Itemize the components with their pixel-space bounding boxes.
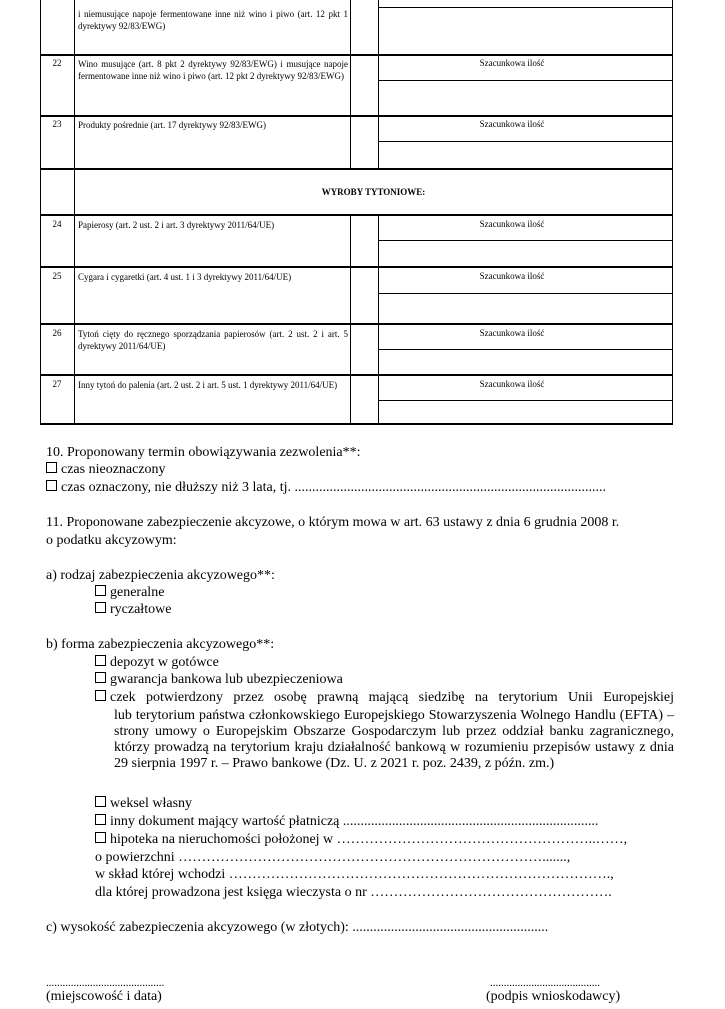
option-label: inny dokument mający wartość płatniczą .........................................................................	[110, 814, 599, 829]
estimate-split	[378, 7, 673, 8]
option-flat-rate[interactable]	[95, 602, 171, 618]
checkbox-icon[interactable]	[95, 690, 106, 701]
option-label: ryczałtowe	[110, 602, 172, 617]
row-separator	[40, 214, 673, 216]
option-label: czas nieoznaczony	[61, 462, 166, 477]
option-label: czek potwierdzony przez osobę prawną mającą siedzibę na terytorium Unii Europejskiej	[110, 690, 674, 705]
checkbox-icon[interactable]	[95, 602, 106, 613]
security-form-heading: b) forma zabezpieczenia akcyzowego**:	[46, 637, 275, 652]
table-col-divider	[378, 214, 379, 424]
table-col-divider	[350, 214, 351, 424]
row-separator	[40, 115, 673, 117]
section-11-heading: 11. Proponowane zabezpieczenie akcyzowe, o którym mowa w art. 63 ustawy z dnia 6 grudnia 2008 r.	[46, 515, 620, 530]
excise-goods-table	[40, 0, 673, 424]
checkbox-icon[interactable]	[95, 796, 106, 807]
estimate-label: Szacunkowa ilość	[479, 119, 545, 129]
security-amount-line: c) wysokość zabezpieczenia akcyzowego (w złotych): ........................................................	[46, 920, 549, 935]
section-title-tobacco: WYROBY TYTONIOWE:	[321, 187, 426, 197]
security-type-heading: a) rodzaj zabezpieczenia akcyzowego**:	[46, 568, 275, 583]
table-col-divider	[350, 0, 351, 168]
estimate-label: Szacunkowa ilość	[479, 379, 545, 389]
estimate-label: Szacunkowa ilość	[479, 328, 545, 338]
row-separator	[40, 266, 673, 268]
estimate-label: Szacunkowa ilość	[479, 219, 545, 229]
estimate-label: Szacunkowa ilość	[479, 58, 545, 68]
section-10-heading: 10. Proponowany termin obowiązywania zezwolenia**:	[46, 445, 361, 460]
row-description: Produkty pośrednie (art. 17 dyrektywy 92/83/EWG)	[78, 120, 266, 130]
row-number: 23	[52, 119, 62, 129]
option-general[interactable]	[95, 585, 164, 601]
option-label: generalne	[110, 585, 165, 600]
row-number: 22	[52, 58, 62, 68]
section-11-heading-cont: o podatku akcyzowym:	[46, 533, 177, 548]
mortgage-composition-line: w skład której wchodzi ……………………………………………………………………….,	[95, 867, 614, 882]
option-certified-cheque[interactable]	[95, 690, 674, 706]
table-col-divider	[378, 0, 379, 168]
option-label: depozyt w gotówce	[110, 655, 219, 670]
estimate-split	[378, 141, 673, 142]
checkbox-icon[interactable]	[95, 814, 106, 825]
estimate-split	[378, 293, 673, 294]
table-border-bottom	[40, 423, 673, 425]
row-description: Wino musujące (art. 8 pkt 2 dyrektywy 92/83/EWG) i musujące napoje fermentowane inne niż wino i piwo (art. 12 pkt 2 dyrektywy 92/83/EWG)	[78, 59, 348, 81]
checkbox-icon[interactable]	[46, 480, 57, 491]
estimate-split	[378, 80, 673, 81]
row-description: Cygara i cygaretki (art. 4 ust. 1 i 3 dyrektywy 2011/64/UE)	[78, 272, 292, 282]
option-label: czas oznaczony, nie dłuższy niż 3 lata, tj. .........................................................................................	[61, 480, 606, 495]
option-indefinite-term[interactable]	[46, 462, 166, 478]
checkbox-icon[interactable]	[95, 585, 106, 596]
row-description: Tytoń cięty do ręcznego sporządzania papierosów (art. 2 ust. 2 i art. 5 dyrektywy 2011/64/UE)	[78, 329, 348, 351]
option-label: hipoteka na nieruchomości położonej w ………………………………………………..……,	[110, 832, 628, 847]
option-mortgage[interactable]	[95, 832, 627, 848]
option-bank-guarantee[interactable]	[95, 672, 343, 688]
place-date-label: (miejscowość i data)	[46, 989, 162, 1004]
row-separator	[40, 168, 673, 170]
checkbox-icon[interactable]	[95, 672, 106, 683]
checkbox-icon[interactable]	[95, 832, 106, 843]
signature-label: (podpis wnioskodawcy)	[486, 989, 621, 1004]
row-number: 27	[52, 379, 62, 389]
row-separator	[40, 323, 673, 325]
checkbox-icon[interactable]	[46, 462, 57, 473]
signature-dots: ........................................	[490, 977, 600, 989]
option-cash-deposit[interactable]	[95, 655, 219, 671]
land-register-line: dla której prowadzona jest księga wieczysta o nr …………………………………………….	[95, 885, 612, 900]
option-label: weksel własny	[110, 796, 193, 811]
estimate-label: Szacunkowa ilość	[479, 271, 545, 281]
option-promissory-note[interactable]	[95, 796, 192, 812]
estimate-split	[378, 400, 673, 401]
row-separator	[40, 54, 673, 56]
estimate-split	[378, 349, 673, 350]
option-other-document[interactable]	[95, 814, 598, 830]
row-description: Papierosy (art. 2 ust. 2 i art. 3 dyrektywy 2011/64/UE)	[78, 220, 275, 230]
row-description: i niemusujące napoje fermentowane inne niż wino i piwo (art. 12 pkt 1 dyrektywy 92/83/EWG)	[78, 9, 348, 31]
row-separator	[40, 374, 673, 376]
table-col-divider	[74, 0, 75, 424]
estimate-split	[378, 240, 673, 241]
place-date-dots: ...........................................	[46, 977, 165, 989]
row-description: Inny tytoń do palenia (art. 2 ust. 2 i art. 5 ust. 1 dyrektywy 2011/64/UE)	[78, 380, 338, 390]
checkbox-icon[interactable]	[95, 655, 106, 666]
option-certified-cheque-cont: lub terytorium państwa członkowskiego Europejskiego Stowarzyszenia Wolnego Handlu (EFTA) – strony umowy o Europejskim Obszarze Gospodarczym lub przez oddział banku zagranicznego, którzy prowadzą na terytorium kraju działalność bankową w rozumieniu przepisów ustawy z dnia 29 sierpnia 1997 r. – Prawo bankowe (Dz. U. z 2021 r. poz. 2439, z późn. zm.)	[114, 708, 674, 771]
row-number: 25	[52, 271, 62, 281]
mortgage-area-line: o powierzchni …………………………………………………………………….......,	[95, 850, 571, 865]
option-label: gwarancja bankowa lub ubezpieczeniowa	[110, 672, 343, 687]
row-number: 26	[52, 328, 62, 338]
option-definite-term[interactable]	[46, 480, 606, 496]
row-number: 24	[52, 219, 62, 229]
